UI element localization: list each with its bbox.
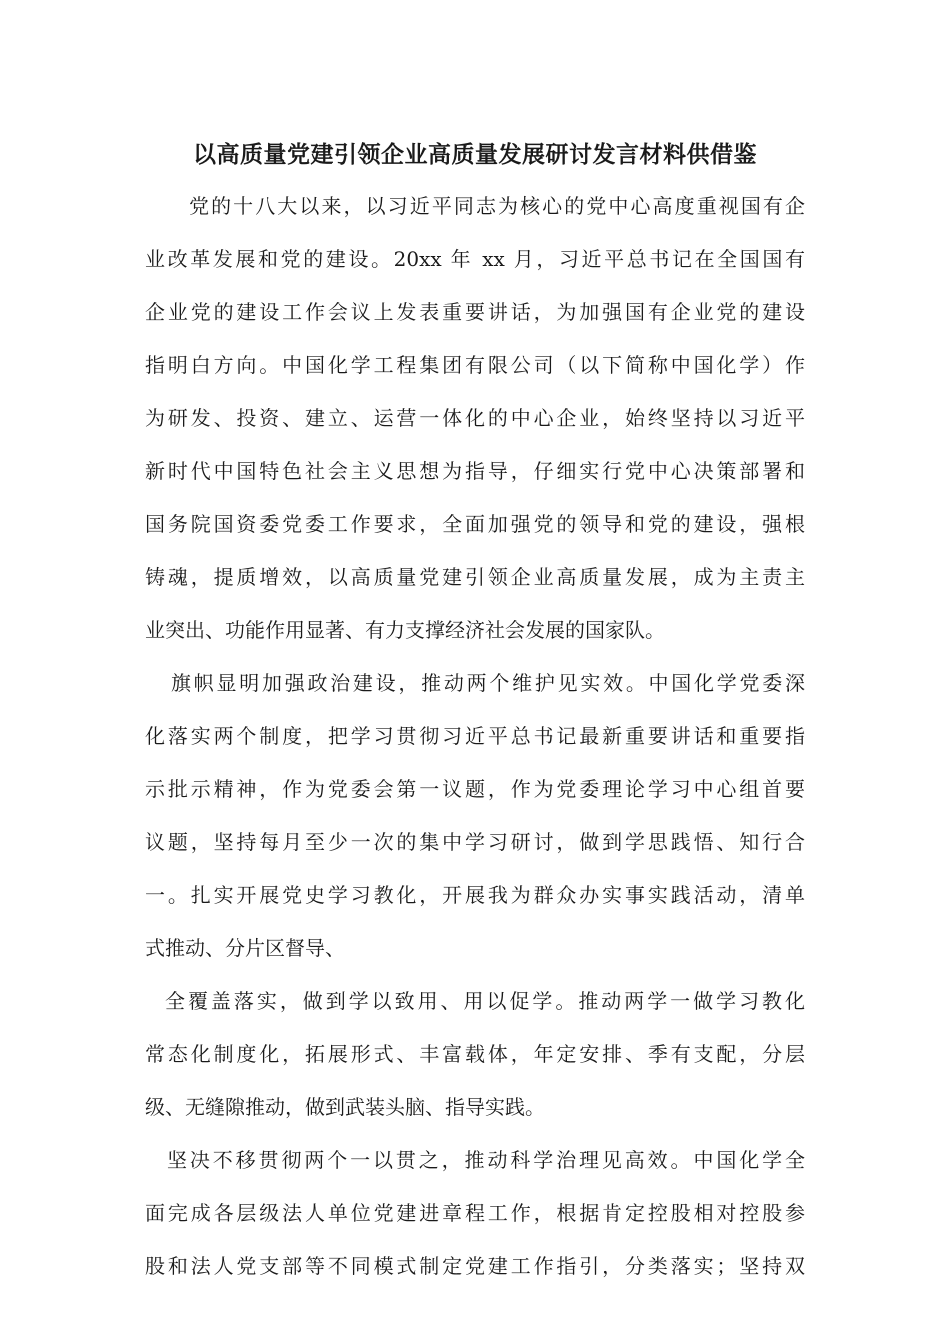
text-line: 股和法人党支部等不同模式制定党建工作指引，分类落实；坚持双 [145, 1254, 805, 1278]
text-line: 为研发、投资、建立、运营一体化的中心企业，始终坚持以习近平 [145, 406, 805, 430]
text-line: 旗帜显明加强政治建设，推动两个维护见实效。中国化学党委深 [171, 671, 805, 695]
text-line: 化落实两个制度，把学习贯彻习近平总书记最新重要讲话和重要指 [145, 724, 805, 748]
document-body [145, 180, 805, 1293]
text-line: 面完成各层级法人单位党建进章程工作，根据肯定控股相对控股参 [145, 1201, 805, 1225]
text-line: 常态化制度化，拓展形式、丰富载体，年定安排、季有支配，分层 [145, 1042, 805, 1066]
text-line: 国务院国资委党委工作要求，全面加强党的领导和党的建设，强根 [145, 512, 805, 536]
text-line: 一。扎实开展党史学习教化，开展我为群众办实事实践活动，清单 [145, 883, 805, 907]
document-title: 以高质量党建引领企业高质量发展研讨发言材料供借鉴 [193, 141, 757, 168]
text-line: 党的十八大以来，以习近平同志为核心的党中心高度重视国有企 [189, 194, 805, 218]
text-line: 议题，坚持每月至少一次的集中学习研讨，做到学思践悟、知行合 [145, 830, 805, 854]
text-line: 式推动、分片区督导、 [145, 936, 345, 960]
text-line: 级、无缝隙推动，做到武装头脑、指导实践。 [145, 1095, 545, 1119]
text-line: 铸魂，提质增效，以高质量党建引领企业高质量发展，成为主责主 [145, 565, 805, 589]
text-line: 新时代中国特色社会主义思想为指导，仔细实行党中心决策部署和 [145, 459, 805, 483]
text-line: 企业党的建设工作会议上发表重要讲话，为加强国有企业党的建设 [145, 300, 805, 324]
text-line: 业突出、功能作用显著、有力支撑经济社会发展的国家队。 [145, 618, 665, 642]
text-line: 坚决不移贯彻两个一以贯之，推动科学治理见高效。中国化学全 [167, 1148, 805, 1172]
text-line: 指明白方向。中国化学工程集团有限公司（以下简称中国化学）作 [145, 353, 805, 377]
text-line: 全覆盖落实，做到学以致用、用以促学。推动两学一做学习教化 [165, 989, 805, 1013]
text-line: 业改革发展和党的建设。20xx 年 xx 月，习近平总书记在全国国有 [145, 247, 805, 271]
text-line: 示批示精神，作为党委会第一议题，作为党委理论学习中心组首要 [145, 777, 805, 801]
